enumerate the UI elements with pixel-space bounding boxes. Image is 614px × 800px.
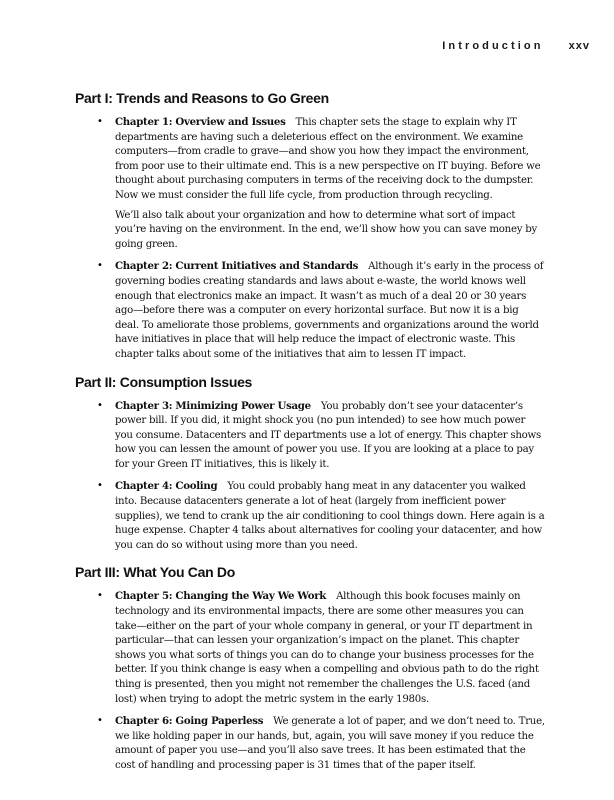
running-head-section: Introduction xyxy=(442,40,544,52)
chapter-text: Although it’s early in the process of governing bodies creating standards and laws about e-waste, the world knows well enough that electronics make an impact. It wasn’t as much of a deal 20 or 30 years ago—before there was a computer on every horizontal surface. But now it is a big deal. To ameliorate those problems, governments and organizations around the world have initiatives in place that will help reduce the impact of electronic waste. This chapter talks about some of the initiatives that aim to lessen IT impact. xyxy=(115,261,544,360)
chapter-list xyxy=(75,589,545,773)
chapter-paragraph xyxy=(115,714,545,773)
chapter-title: Chapter 5: Changing the Way We Work xyxy=(115,590,327,603)
chapter-text: You probably don’t see your datacenter’s power bill. If you did, it might shock you (no pun intended) to see how much power you consume. Datacenters and IT departments use a lot of energy. This chapter shows how you can lessen the amount of power you use. If you are looking at a place to pay for your Green IT initiatives, this is likely it. xyxy=(115,400,541,470)
page-content xyxy=(75,90,545,781)
part-heading: Part I: Trends and Reasons to Go Green xyxy=(75,90,329,106)
chapter-paragraph xyxy=(115,399,545,473)
chapter-paragraph xyxy=(115,589,545,707)
chapter-item xyxy=(75,399,545,473)
chapter-paragraph xyxy=(115,115,545,204)
chapter-list xyxy=(75,399,545,554)
chapter-paragraph xyxy=(115,259,545,362)
chapter-item xyxy=(75,714,545,773)
chapter-title: Chapter 2: Current Initiatives and Standards xyxy=(115,260,359,273)
chapter-text: This chapter sets the stage to explain why IT departments are having such a deleterious effect on the environment. We examine computers—from cradle to grave—and show you how they impact the environment, from poor use to their ultimate end. This is a new perspective on IT buying. Before we thought about purchasing computers in terms of the receiving dock to the dumpster. Now we must consider the full life cycle, from production through recycling. xyxy=(115,117,541,201)
chapter-list xyxy=(75,115,545,363)
chapter-item xyxy=(75,479,545,553)
chapter-text: You could probably hang meat in any datacenter you walked into. Because datacenters generate a lot of heat (largely from inefficient power supplies), we tend to crank up the air conditioning to cool things down. Here again is a huge expense. Chapter 4 talks about alternatives for cooling your datacenter, and how you can do so without using more than you need. xyxy=(115,481,545,551)
chapter-title: Chapter 6: Going Paperless xyxy=(115,715,264,728)
chapter-paragraph xyxy=(115,479,545,553)
chapter-title: Chapter 4: Cooling xyxy=(115,480,218,493)
chapter-title: Chapter 1: Overview and Issues xyxy=(115,116,286,128)
running-head xyxy=(442,40,590,52)
chapter-paragraph: We’ll also talk about your organization and how to determine what sort of impact you’re having on the environment. In the end, we’ll show how you can save money by going green. xyxy=(115,209,537,250)
chapter-text: We generate a lot of paper, and we don’t need to. True, we like holding paper in our hands, but, again, you will save money if you reduce the amount of paper you use—and you’ll also save trees. It has been estimated that the cost of handling and processing paper is 31 times that of the paper itself. xyxy=(115,716,545,771)
chapter-text: Although this book focuses mainly on technology and its environmental impacts, there are some other measures you can take—either on the part of your whole company in general, or your IT department in particular—that can lessen your organization’s impact on the planet. This chapter shows you what sorts of things you can do to change your business processes for the better. If you think change is easy when a compelling and obvious path to do the right thing is presented, then you might not remember the challenges the U.S. faced (and lost) when trying to adopt the metric system in the early 1980s. xyxy=(115,591,539,705)
part-heading: Part II: Consumption Issues xyxy=(75,373,253,390)
chapter-item xyxy=(75,589,545,707)
chapter-item xyxy=(75,115,545,252)
part-heading: Part III: What You Can Do xyxy=(75,564,235,581)
chapter-item xyxy=(75,259,545,362)
chapter-title: Chapter 3: Minimizing Power Usage xyxy=(115,399,311,412)
page-number: xxv xyxy=(568,40,590,52)
